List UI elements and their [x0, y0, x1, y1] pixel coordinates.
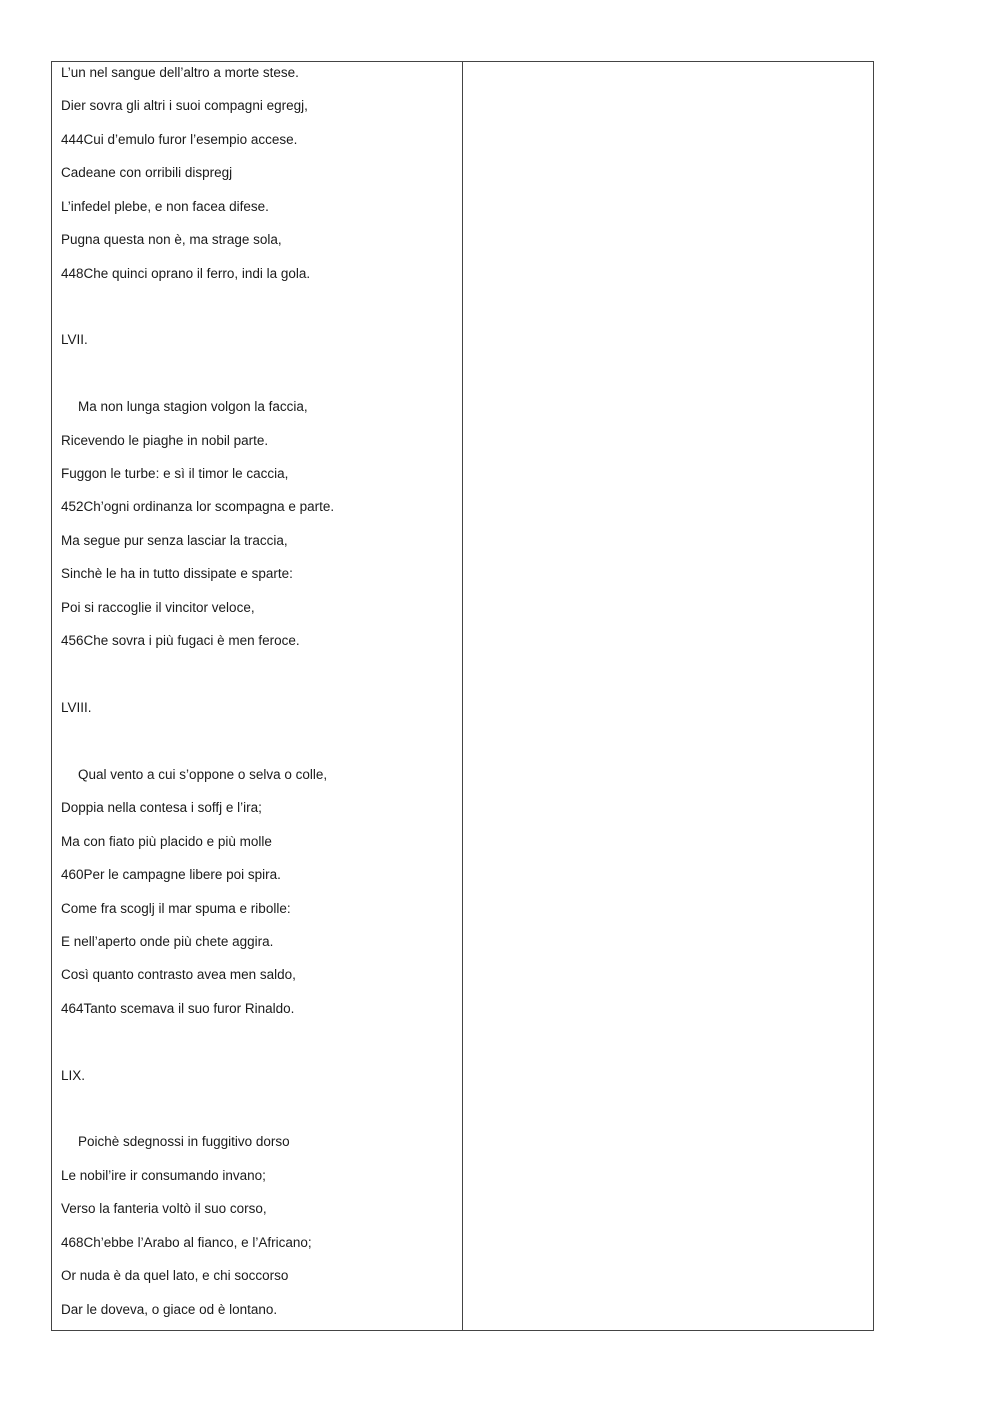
poem-line: LIX.	[61, 1067, 86, 1083]
poem-line: L’un nel sangue dell’altro a morte stese.	[61, 65, 299, 80]
poem-line: Ma segue pur senza lasciar la traccia,	[61, 532, 288, 548]
poem-line: Poi si raccoglie il vincitor veloce,	[61, 599, 255, 615]
poem-line: Così quanto contrasto avea men saldo,	[61, 967, 296, 983]
poem-line: Ma non lunga stagion volgon la faccia,	[78, 399, 308, 415]
poem-line: Come fra scoglj il mar spuma e ribolle:	[61, 900, 291, 916]
poem-line: 444Cui d’emulo furor l’esempio accese.	[61, 131, 298, 147]
poem-line: Poichè sdegnossi in fuggitivo dorso	[78, 1134, 290, 1150]
poem-line: 448Che quinci oprano il ferro, indi la gola.	[61, 265, 311, 281]
poem-line: LVIII.	[61, 699, 92, 715]
poem-line: L’infedel plebe, e non facea difese.	[61, 198, 269, 214]
poem-line: Cadeane con orribili dispregj	[61, 165, 233, 181]
poem-line: LVII.	[61, 332, 88, 348]
empty-column	[463, 62, 873, 1330]
poem-line: Qual vento a cui s’oppone o selva o colle,	[78, 766, 328, 782]
poem-line: E nell’aperto onde più chete aggira.	[61, 933, 274, 949]
poem-line: 468Ch’ebbe l’Arabo al fianco, e l’Africano;	[61, 1234, 312, 1250]
poem-line: Sinchè le ha in tutto dissipate e sparte:	[61, 566, 293, 582]
poem-line: Doppia nella contesa i soffj e l’ira;	[61, 800, 262, 816]
poem-line: Dier sovra gli altri i suoi compagni egregj,	[61, 98, 308, 114]
poem-line: 456Che sovra i più fugaci è men feroce.	[61, 633, 300, 649]
poem-line: 460Per le campagne libere poi spira.	[61, 867, 281, 883]
poem-line: Fuggon le turbe: e sì il timor le caccia,	[61, 466, 289, 482]
poem-line: Ricevendo le piaghe in nobil parte.	[61, 432, 269, 448]
poem-line: 464Tanto scemava il suo furor Rinaldo.	[61, 1000, 295, 1016]
poem-line: Or nuda è da quel lato, e chi soccorso	[61, 1268, 289, 1284]
poem-line: Le nobil’ire ir consumando invano;	[61, 1167, 266, 1183]
poem-line: Ma con fiato più placido e più molle	[61, 833, 272, 849]
poem-line: Dar le doveva, o giace od è lontano.	[61, 1301, 278, 1317]
poem-line: Verso la fanteria voltò il suo corso,	[61, 1201, 267, 1217]
poem-line: Pugna questa non è, ma strage sola,	[61, 232, 282, 248]
poem-column	[52, 62, 463, 1330]
text-table	[51, 61, 874, 1331]
poem-line: 452Ch’ogni ordinanza lor scompagna e parte.	[61, 499, 335, 515]
